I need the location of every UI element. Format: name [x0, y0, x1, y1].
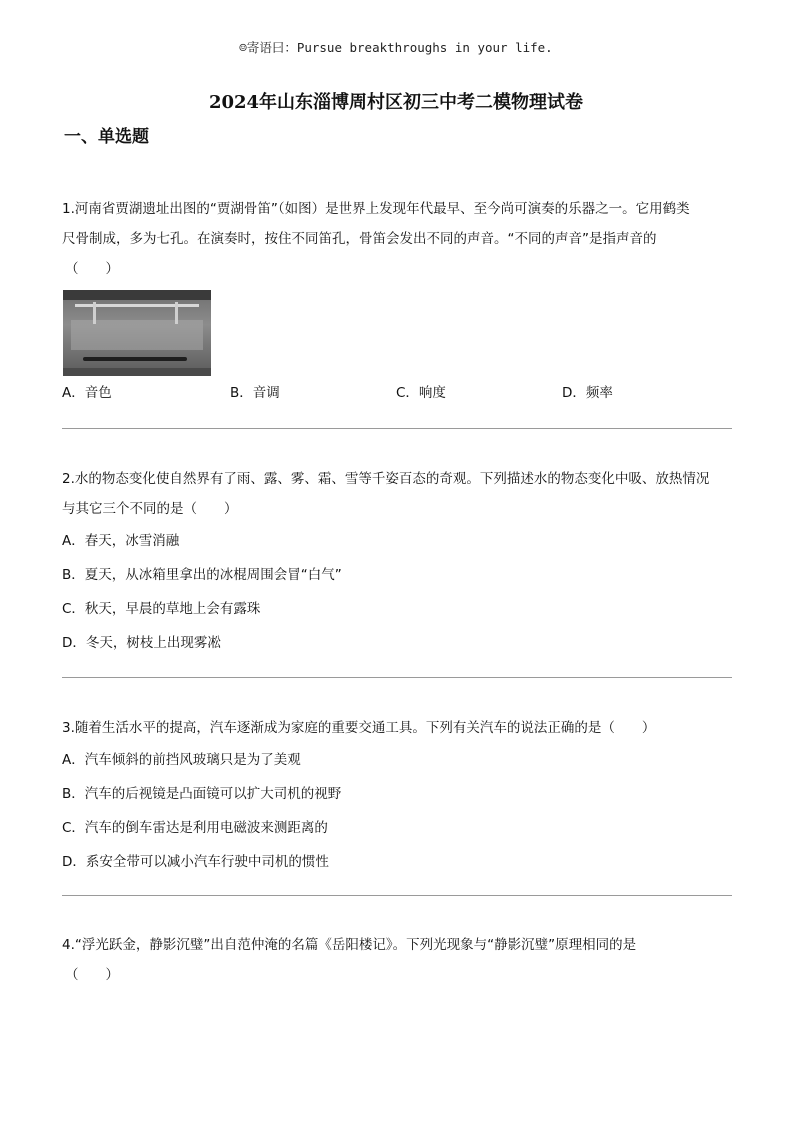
option-d[interactable]: D．频率: [562, 385, 613, 401]
option-a[interactable]: A．春天，冰雪消融: [62, 533, 180, 549]
question-3: [62, 713, 734, 879]
question-line: 1.河南省贾湖遗址出图的“贾湖骨笛”（如图）是世界上发现年代最早、至今尚可演奏的乐器之一。它用鹤类: [62, 201, 690, 217]
header-motto: ☺寄语曰：Pursue breakthroughs in your life.: [239, 40, 553, 55]
bone-flute-photo: [63, 290, 211, 376]
option-b[interactable]: B．夏天，从冰箱里拿出的冰棍周围会冒“白气”: [62, 567, 342, 583]
option-a[interactable]: A．音色: [62, 385, 112, 401]
divider: [62, 677, 732, 678]
divider: [62, 428, 732, 429]
question-1: [62, 194, 734, 284]
question-line: （ ）: [65, 261, 119, 277]
question-2: [62, 464, 734, 660]
option-b[interactable]: B．音调: [230, 385, 280, 401]
question-line: （ ）: [65, 967, 119, 983]
question-line: 尺骨制成，多为七孔。在演奏时，按住不同笛孔，骨笛会发出不同的声音。“不同的声音”是指声音的: [62, 231, 657, 247]
option-d[interactable]: D．系安全带可以减小汽车行驶中司机的惯性: [62, 854, 329, 870]
question-line: 与其它三个不同的是（ ）: [62, 501, 238, 517]
option-c[interactable]: C．汽车的倒车雷达是利用电磁波来测距离的: [62, 820, 328, 836]
question-1-options: [62, 381, 734, 411]
divider: [62, 895, 732, 896]
section-heading: 一、单选题: [64, 127, 149, 147]
question-line: 3.随着生活水平的提高，汽车逐渐成为家庭的重要交通工具。下列有关汽车的说法正确的是（ ）: [62, 720, 656, 736]
question-4: [62, 930, 734, 990]
option-a[interactable]: A．汽车倾斜的前挡风玻璃只是为了美观: [62, 752, 301, 768]
question-line: 2.水的物态变化使自然界有了雨、露、雾、霜、雪等千姿百态的奇观。下列描述水的物态变化中吸、放热情况: [62, 471, 710, 487]
question-line: 4.“浮光跃金，静影沉璧”出自范仲淹的名篇《岳阳楼记》。下列光现象与“静影沉璧”原理相同的是: [62, 937, 637, 953]
option-d[interactable]: D．冬天，树枝上出现雾凇: [62, 635, 221, 651]
option-c[interactable]: C．响度: [396, 385, 446, 401]
option-b[interactable]: B．汽车的后视镜是凸面镜可以扩大司机的视野: [62, 786, 342, 802]
document-title: 2024年山东淄博周村区初三中考二模物理试卷: [208, 92, 584, 113]
option-c[interactable]: C．秋天，早晨的草地上会有露珠: [62, 601, 261, 617]
